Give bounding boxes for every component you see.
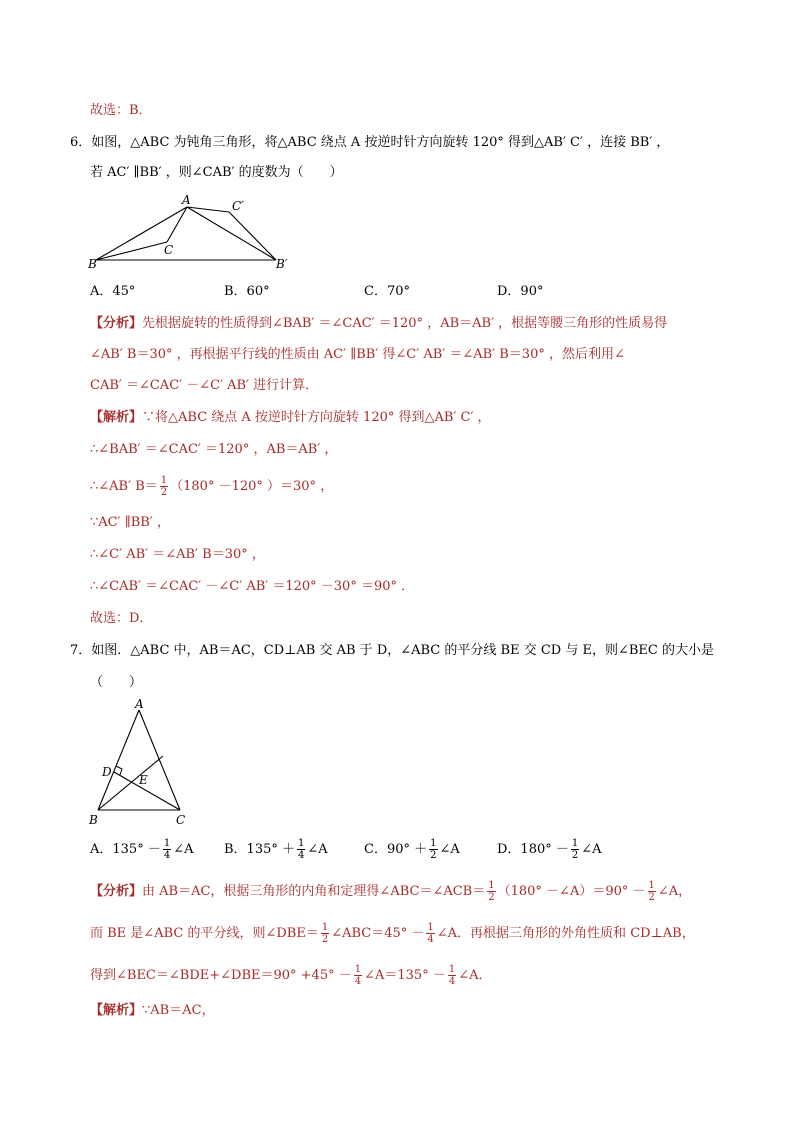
q7-analysis-2-fraction [321,922,329,945]
q7-analysis-line1 [90,880,691,903]
q7-solution-text1: ∵AB＝AC， [142,1003,215,1018]
q6-option-d: D．90° [497,284,544,299]
q6-solution-line2: ∴∠BAB′ ＝∠CAC′ ＝120° ，AB＝AB′ ， [90,442,338,457]
q7-label-e: E [139,773,148,787]
frac-den: 4 [298,850,305,861]
frac-num: 1 [354,964,362,975]
q6-option-c: C．70° [364,284,410,299]
q7-option-b-post: ∠A [307,842,328,857]
q7-segment-ab [98,710,139,810]
q6-option-a: A．45° [90,284,136,299]
q6-solution-line4: ∵AC′ ∥BB′ ， [90,515,170,530]
q7-option-b [224,838,328,861]
q6-label-c: C [164,243,174,257]
q6-figure [86,192,306,274]
q7-analysis-1c-fraction [648,880,656,903]
q7-label-c: C [176,813,186,827]
q7-label-a: A [135,697,144,711]
q7-analysis-1a: 由 AB＝AC，根据三角形的内角和定理得∠ABC＝∠ACB＝ [142,884,486,899]
q7-analysis-1b: （180° －∠A）＝90° － [497,884,646,899]
q7-option-d [497,838,602,861]
frac-den: 4 [448,976,456,987]
frac-den: 2 [488,892,495,903]
q7-option-d-post: ∠A [581,842,602,857]
frac-num: 1 [571,838,579,849]
q7-analysis-2c-fraction [426,922,434,945]
q6-solution-3b: （180° －120° ）＝30° ， [170,479,334,494]
q7-option-a [90,838,194,861]
q7-analysis-line2 [90,922,695,945]
q6-solution-tag: 【解析】 [90,410,143,425]
q7-solution-tag: 【解析】 [90,1003,143,1018]
q7-analysis-line3 [90,964,492,987]
q7-analysis-2a: 而 BE 是∠ABC 的平分线，则∠DBE＝ [90,926,319,941]
q7-analysis-tag: 【分析】 [90,884,143,899]
q6-label-bprime: B′ [276,257,288,271]
frac-num: 1 [298,838,305,849]
q7-solution-line1 [90,1002,215,1020]
frac-den: 2 [321,934,329,945]
q7-option-b-fraction [297,838,305,861]
q7-option-c-post: ∠A [439,842,460,857]
frac-num: 1 [163,838,171,849]
q7-option-c-fraction [429,838,437,861]
q7-figure [86,696,196,828]
q6-segment-bc [96,242,167,260]
q7-option-a-post: ∠A [173,842,194,857]
q7-analysis-1-fraction [487,880,495,903]
frac-num: 1 [448,964,456,975]
q6-solution-line3 [90,475,333,498]
q6-label-cprime: C′ [232,199,244,213]
frac-num: 1 [321,922,329,933]
q6-stem-line1: 6．如图，△ABC 为钝角三角形，将△ABC 绕点 A 按逆时针方向旋转 120° 得到△AB′ C′ ，连接 BB′ ， [70,135,670,150]
frac-den: 2 [571,850,579,861]
q7-analysis-1c: ∠A， [657,884,692,899]
q6-option-b: B．60° [224,284,270,299]
q7-analysis-2b: ∠ABC＝45° － [331,926,425,941]
q6-solution-line5: ∴∠C′ AB′ ＝∠AB′ B＝30° ， [90,547,265,562]
q6-solution-line6: ∴∠CAB′ ＝∠CAC′ －∠C′ AB′ ＝120° －30° ＝90° ． [90,579,415,594]
q7-option-b-pre: B．135° ＋ [224,842,295,857]
q6-stem-line2: 若 AC′ ∥BB′ ，则∠CAB′ 的度数为（ ） [90,165,343,180]
q6-segment-ba [96,207,187,260]
q7-analysis-3c: ∠A． [458,968,492,983]
q7-option-d-fraction [571,838,579,861]
frac-den: 4 [354,976,362,987]
q6-solution-fraction [160,475,168,498]
q6-analysis-text1: 先根据旋转的性质得到∠BAB′ ＝∠CAC′ ＝120° ，AB＝AB′ ，根据等腰三角形的性质易得 [142,316,668,331]
frac-num: 1 [648,880,655,891]
q7-option-d-pre: D．180° － [497,842,569,857]
q7-label-d: D [102,765,112,779]
frac-den: 2 [430,850,437,861]
frac-num: 1 [427,922,434,933]
q6-answer: 故选：D． [90,611,153,626]
frac-num: 1 [160,475,168,486]
frac-den: 4 [427,934,434,945]
q7-option-c-pre: C．90° ＋ [364,842,428,857]
q7-analysis-3b: ∠A＝135° － [364,968,446,983]
q6-analysis-line3: CAB′ ＝∠CAC′ －∠C′ AB′ 进行计算． [90,378,319,393]
q7-analysis-2c: ∠A．再根据三角形的外角性质和 CD⊥AB， [436,926,695,941]
frac-den: 2 [648,892,655,903]
q7-analysis-3a: 得到∠BEC＝∠BDE+∠DBE＝90° +45° － [90,968,352,983]
q7-stem-line1: 7．如图．△ABC 中，AB＝AC，CD⊥AB 交 AB 于 D，∠ABC 的平分线 BE 交 CD 与 E，则∠BEC 的大小是 [70,643,714,658]
q7-option-a-fraction [163,838,171,861]
q6-solution-text1: ∵将△ABC 绕点 A 按逆时针方向旋转 120° 得到△AB′ C′ ， [142,410,491,425]
q7-option-a-pre: A．135° － [90,842,161,857]
q6-label-a: A [182,193,191,207]
q6-analysis-line2: ∠AB′ B＝30° ，再根据平行线的性质由 AC′ ∥BB′ 得∠C′ AB′ ＝∠AB′ B＝30° ，然后利用∠ [90,347,625,362]
q7-option-c [364,838,460,861]
q6-label-b: B [88,257,97,271]
frac-num: 1 [430,838,437,849]
frac-den: 2 [160,487,168,498]
q7-segment-ac [139,710,180,810]
q6-analysis-tag: 【分析】 [90,316,143,331]
frac-den: 4 [163,850,171,861]
q7-stem-line2: （ ） [90,675,143,690]
q7-analysis-3-fraction [354,964,362,987]
q7-label-b: B [89,813,98,827]
q6-analysis-line1 [90,315,667,333]
q6-solution-3a: ∴∠AB′ B＝ [90,479,158,494]
frac-num: 1 [488,880,495,891]
q7-analysis-3c-fraction [448,964,456,987]
previous-answer: 故选：B． [90,103,152,118]
q6-solution-line1 [90,409,491,427]
